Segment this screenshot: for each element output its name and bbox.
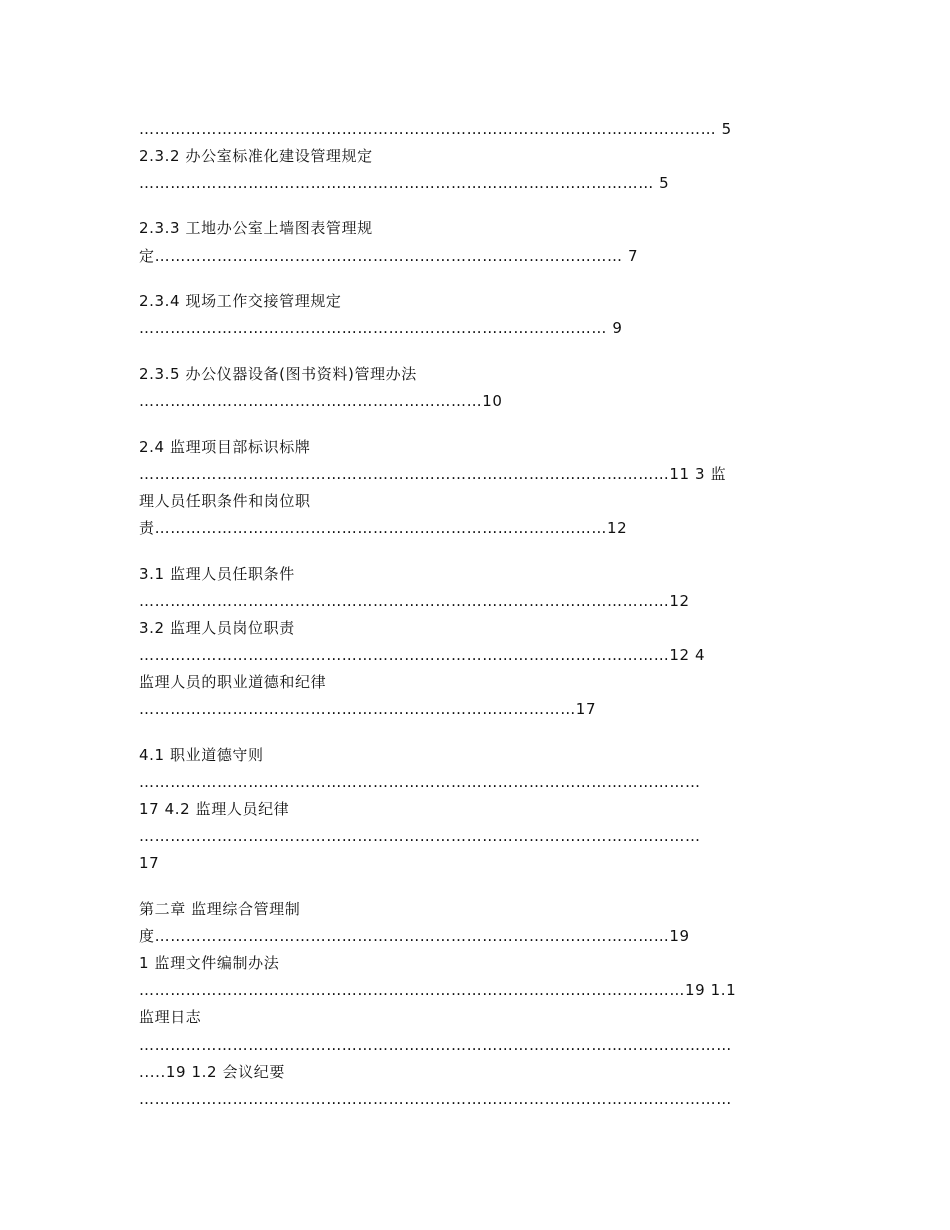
toc-line: 2.4 监理项目部标识标牌: [139, 438, 311, 456]
toc-line: ……………………………………………………………………………………………………: [139, 1036, 732, 1054]
toc-line: 17 4.2 监理人员纪律: [139, 800, 290, 818]
toc-line: …………………………………………………………10: [139, 392, 503, 410]
toc-line: 3.2 监理人员岗位职责: [139, 619, 295, 637]
toc-line: …………………………………………………………………………17: [139, 700, 597, 718]
toc-line: 4.1 职业道德守则: [139, 746, 264, 764]
toc-line: 理人员任职条件和岗位职: [139, 492, 311, 510]
toc-line: 度………………………………………………………………………………………19: [139, 927, 690, 945]
toc-line: 监理日志: [139, 1008, 202, 1026]
toc-line: 定……………………………………………………………………………… 7: [139, 247, 639, 265]
toc-line: ……………………………………………………………………………………………19 1.1: [139, 981, 737, 999]
toc-line: 第二章 监理综合管理制: [139, 900, 301, 918]
toc-line: 2.3.3 工地办公室上墙图表管理规: [139, 219, 373, 237]
toc-line: ……………………………………………………………………………………………………: [139, 1090, 732, 1108]
toc-line: 17: [139, 854, 160, 872]
toc-line: 2.3.2 办公室标准化建设管理规定: [139, 147, 373, 165]
toc-line: 2.3.4 现场工作交接管理规定: [139, 292, 342, 310]
toc-line: ………………………………………………………………………………………………: [139, 773, 701, 791]
toc-line: 1 监理文件编制办法: [139, 954, 280, 972]
toc-line: 2.3.5 办公仪器设备(图书资料)管理办法: [139, 365, 417, 383]
toc-line: 监理人员的职业道德和纪律: [139, 673, 327, 691]
toc-line: 责……………………………………………………………………………12: [139, 519, 628, 537]
toc-line: .....19 1.2 会议纪要: [139, 1063, 285, 1081]
toc-line: …………………………………………………………………………………………12: [139, 592, 690, 610]
toc-line: …………………………………………………………………………………………12 4: [139, 646, 706, 664]
toc-line: ………………………………………………………………………………………………: [139, 827, 701, 845]
toc-line: ……………………………………………………………………………………… 5: [139, 174, 670, 192]
toc-line: 3.1 监理人员任职条件: [139, 565, 295, 583]
toc-line: …………………………………………………………………………………………11 3 监: [139, 465, 727, 483]
toc-line: ……………………………………………………………………………… 9: [139, 319, 623, 337]
toc-line: ………………………………………………………………………………………………… 5: [139, 120, 732, 138]
